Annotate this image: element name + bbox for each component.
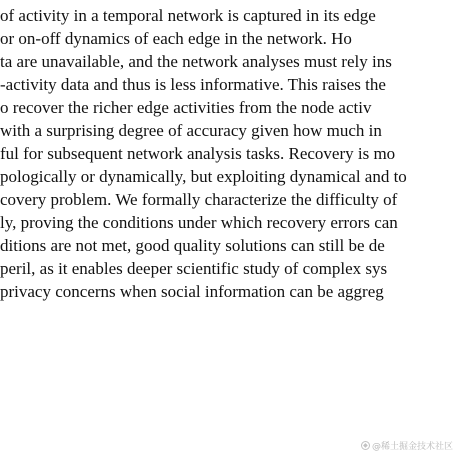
text-line-5: o recover the richer edge activities from the node activ [0, 98, 372, 117]
text-line-6: with a surprising degree of accuracy given how much in [0, 121, 382, 140]
text-line-9: covery problem. We formally characterize the difficulty of [0, 190, 398, 209]
watermark-text: @稀土掘金技术社区 [371, 442, 453, 452]
text-line-13: privacy concerns when social information can be aggreg [0, 282, 384, 301]
text-line-10: ly, proving the conditions under which recovery errors can [0, 213, 398, 232]
text-line-1: of activity in a temporal network is captured in its edge [0, 6, 376, 25]
text-line-7: ful for subsequent network analysis tasks. Recovery is mo [0, 144, 396, 163]
text-line-4: -activity data and thus is less informative. This raises the [0, 75, 386, 94]
text-line-11: ditions are not met, good quality solutions can still be de [0, 236, 385, 255]
watermark-logo-icon: ◆ [361, 441, 370, 450]
watermark [361, 439, 453, 452]
text-line-8: pologically or dynamically, but exploiting dynamical and to [0, 167, 407, 186]
text-line-12: peril, as it enables deeper scientific study of complex sys [0, 259, 388, 278]
text-line-2: or on-off dynamics of each edge in the network. Ho [0, 29, 352, 48]
text-line-3: ta are unavailable, and the network analyses must rely ins [0, 52, 392, 71]
